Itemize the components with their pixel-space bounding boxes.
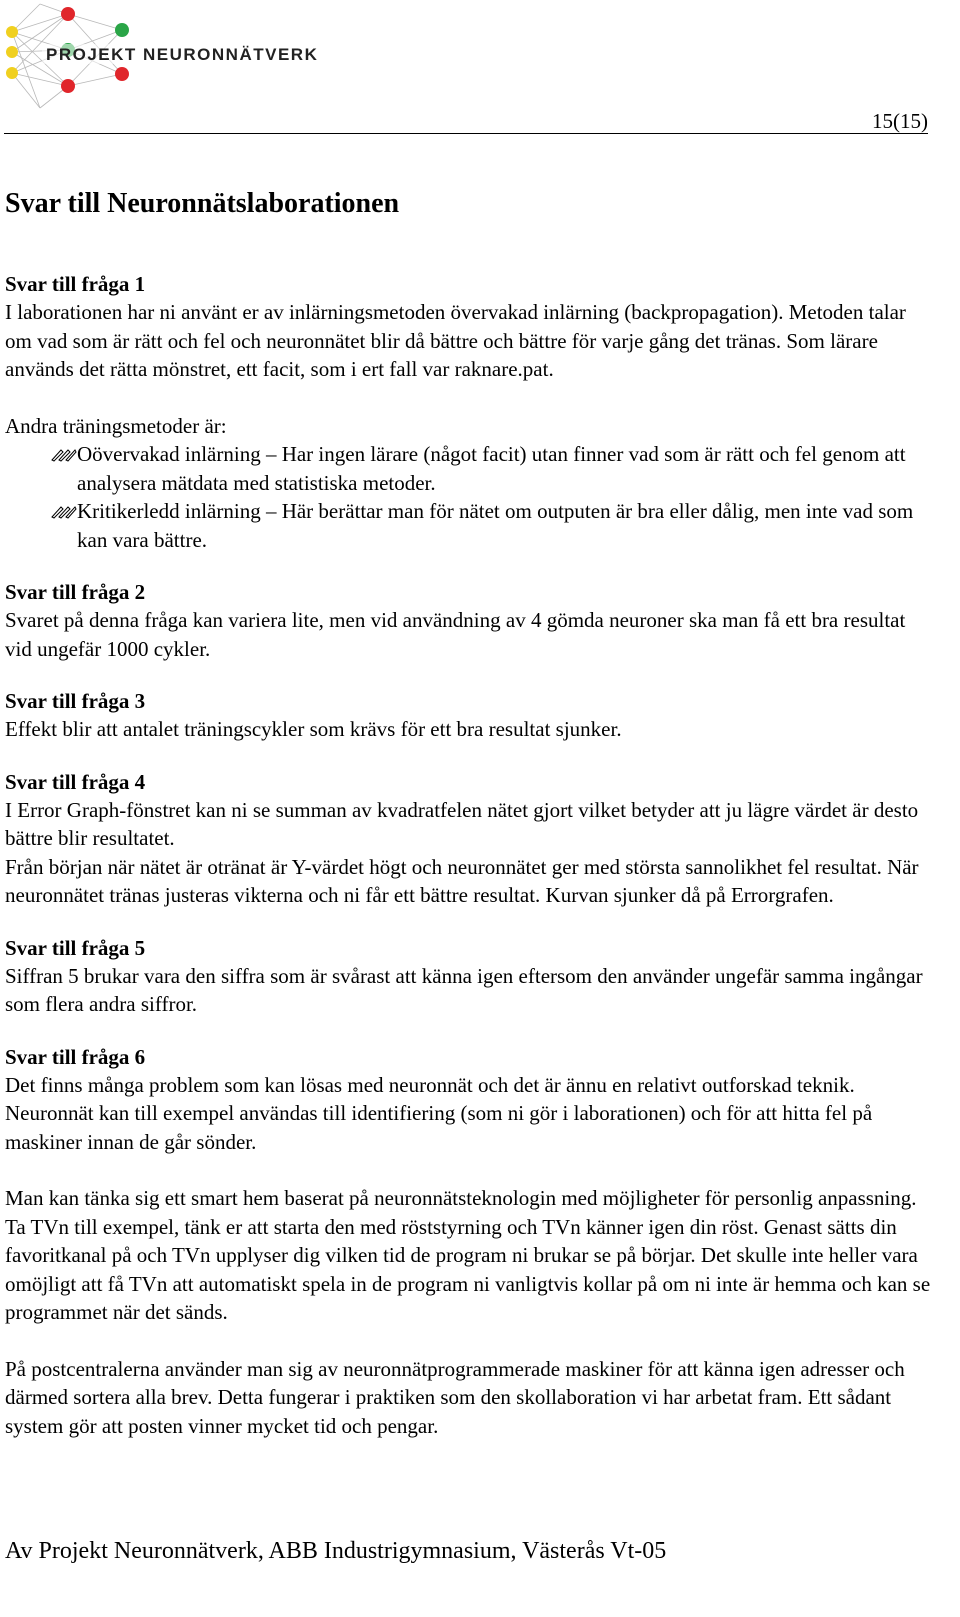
answer-section-4 — [5, 768, 935, 910]
training-methods-list — [5, 440, 935, 554]
paragraph: I laborationen har ni använt er av inlärningsmetoden övervakad inlärning (backpropagation). Metoden talar om vad som är rätt och fel och neuronnätet blir då bättre och bättre för varje gång det tränas. Som lärare används det rätta mönstret, ett facit, som i ert fall var raknare.pat. — [5, 300, 906, 381]
section-heading: Svar till fråga 1 — [5, 272, 146, 296]
paragraph: Det finns många problem som kan lösas med neuronnät och det är ännu en relativt outforskad teknik. Neuronnät kan till exempel användas till identifiering (som ni gör i laborationen) och för att hitta fel på maskiner innan de går sönder. — [5, 1072, 873, 1154]
paragraph: Siffran 5 brukar vara den siffra som är svårast att känna igen eftersom den använder ungefär samma ingångar som flera andra siffror. — [5, 963, 923, 1016]
answer-section-5 — [5, 934, 935, 1019]
paragraph: På postcentralerna använder man sig av neuronnätprogrammerade maskiner för att känna igen adresser och därmed sortera alla brev. Detta fungerar i praktiken som den skollaboration vi har arbetat fram. Ett sådant system gör att posten vinner mycket tid och pengar. — [5, 1356, 905, 1438]
list-item: Kritikerledd inlärning – Här berättar man för nätet om outputen är bra eller dålig, men inte vad som kan vara bättre. — [53, 497, 935, 554]
section-heading: Svar till fråga 2 — [5, 580, 146, 604]
paragraph: Från början när nätet är otränat är Y-värdet högt och neuronnätet ger med största sannolikhet fel resultat. När neuronnätet tränas justeras vikterna och ni får ett bättre resultat. Kurvan sjunker då på Errorgrafen. — [5, 854, 919, 907]
paragraph: Man kan tänka sig ett smart hem baserat på neuronnätsteknologin med möjligheter för personlig anpassning. Ta TVn till exempel, tänk er att starta den med röststyrning och TVn känner igen din röst. Genast sätts din favoritkanal på och TVn upplyser dig vilken tid de program ni brukar se på börjar. Det skulle inte heller vara omöjligt att få TVn att automatiskt spela in de program ni vanligtvis kollar på om ni inte är hemma och kan se programmet när det sänds. — [5, 1186, 931, 1324]
header-divider — [4, 133, 928, 134]
answer-section-3 — [5, 687, 935, 744]
paragraph: Effekt blir att antalet träningscykler som krävs för ett bra resultat sjunker. — [5, 717, 622, 741]
svg-text:PROJEKT NEURONNÄTVERK: PROJEKT NEURONNÄTVERK — [46, 45, 319, 64]
section-heading: Svar till fråga 4 — [5, 769, 146, 794]
section-heading: Svar till fråga 3 — [5, 689, 146, 713]
page-number: 15(15) — [872, 109, 928, 133]
document-title: Svar till Neuronnätslaborationen — [5, 188, 400, 219]
document-body — [5, 180, 935, 1464]
list-intro: Andra träningsmetoder är: — [5, 413, 227, 438]
paragraph: I Error Graph-fönstret kan ni se summan av kvadratfelen nätet gjort vilket betyder att ju lägre värdet är desto bättre blir resultatet. — [5, 797, 919, 850]
paragraph: Svaret på denna fråga kan variera lite, men vid användning av 4 gömda neuroner ska man få ett bra resultat vid ungefär 1000 cykler. — [5, 608, 906, 661]
answer-section-6 — [5, 1043, 935, 1441]
section-heading: Svar till fråga 6 — [5, 1044, 146, 1069]
writing-hand-icon — [51, 503, 77, 519]
section-heading: Svar till fråga 5 — [5, 935, 146, 960]
writing-hand-icon — [51, 446, 77, 462]
page-footer: Av Projekt Neuronnätverk, ABB Industrigymnasium, Västerås Vt-05 — [5, 1538, 667, 1564]
list-item: Oövervakad inlärning – Har ingen lärare (något facit) utan finner vad som är rätt och fel genom att analysera mätdata med statistiska metoder. — [53, 440, 935, 497]
answer-section-1 — [5, 270, 935, 554]
project-logo — [0, 0, 360, 118]
answer-section-2 — [5, 578, 935, 663]
